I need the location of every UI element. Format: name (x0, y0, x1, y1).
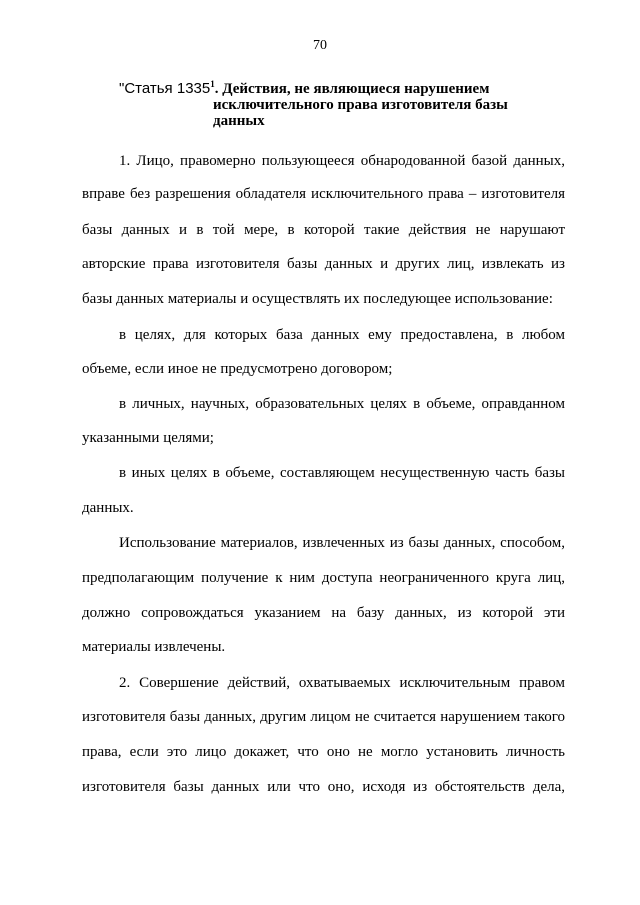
body-line: 1. Лицо, правомерно пользующееся обнародованной базой данных, (119, 153, 565, 169)
body-line: должно сопровождаться указанием на базу данных, из которой эти (82, 605, 565, 621)
body-line: базы данных и в той мере, в которой такие действия не нарушают (82, 222, 565, 238)
body-line: вправе без разрешения обладателя исключительного права – изготовителя (82, 186, 565, 202)
article-title-part-3: данных (213, 113, 265, 129)
body-line: в личных, научных, образовательных целях в объеме, оправданном (119, 396, 565, 412)
body-line: указанными целями; (82, 430, 214, 446)
body-line: права, если это лицо докажет, что оно не могло установить личность (82, 744, 565, 760)
body-line: изготовителя базы данных или что оно, исходя из обстоятельств дела, (82, 779, 565, 795)
article-heading-line-1 (119, 76, 559, 97)
body-line: 2. Совершение действий, охватываемых исключительным правом (119, 675, 565, 691)
body-line: объеме, если иное не предусмотрено договором; (82, 361, 393, 377)
body-line: в целях, для которых база данных ему предоставлена, в любом (119, 327, 565, 343)
article-number: "Статья 1335$^1$ (119, 79, 215, 97)
article-heading (119, 76, 559, 129)
body-line: Использование материалов, извлеченных из базы данных, способом, (119, 535, 565, 551)
body-line: базы данных материалы и осуществлять их последующее использование: (82, 291, 553, 307)
article-title-part-2: исключительного права изготовителя базы (213, 97, 508, 113)
article-superscript: 1 (210, 79, 215, 89)
article-title-part-1: . Действия, не являющиеся нарушением (214, 81, 490, 97)
body-line: изготовителя базы данных, другим лицом не считается нарушением такого (82, 709, 565, 725)
body-line: в иных целях в объеме, составляющем несущественную часть базы (119, 465, 565, 481)
body-line: авторские права изготовителя базы данных и других лиц, извлекать из (82, 256, 565, 272)
body-line: данных. (82, 500, 134, 516)
body-line: материалы извлечены. (82, 639, 226, 655)
page-number: 70 (313, 38, 327, 53)
body-line: предполагающим получение к ним доступа неограниченного круга лиц, (82, 570, 565, 586)
